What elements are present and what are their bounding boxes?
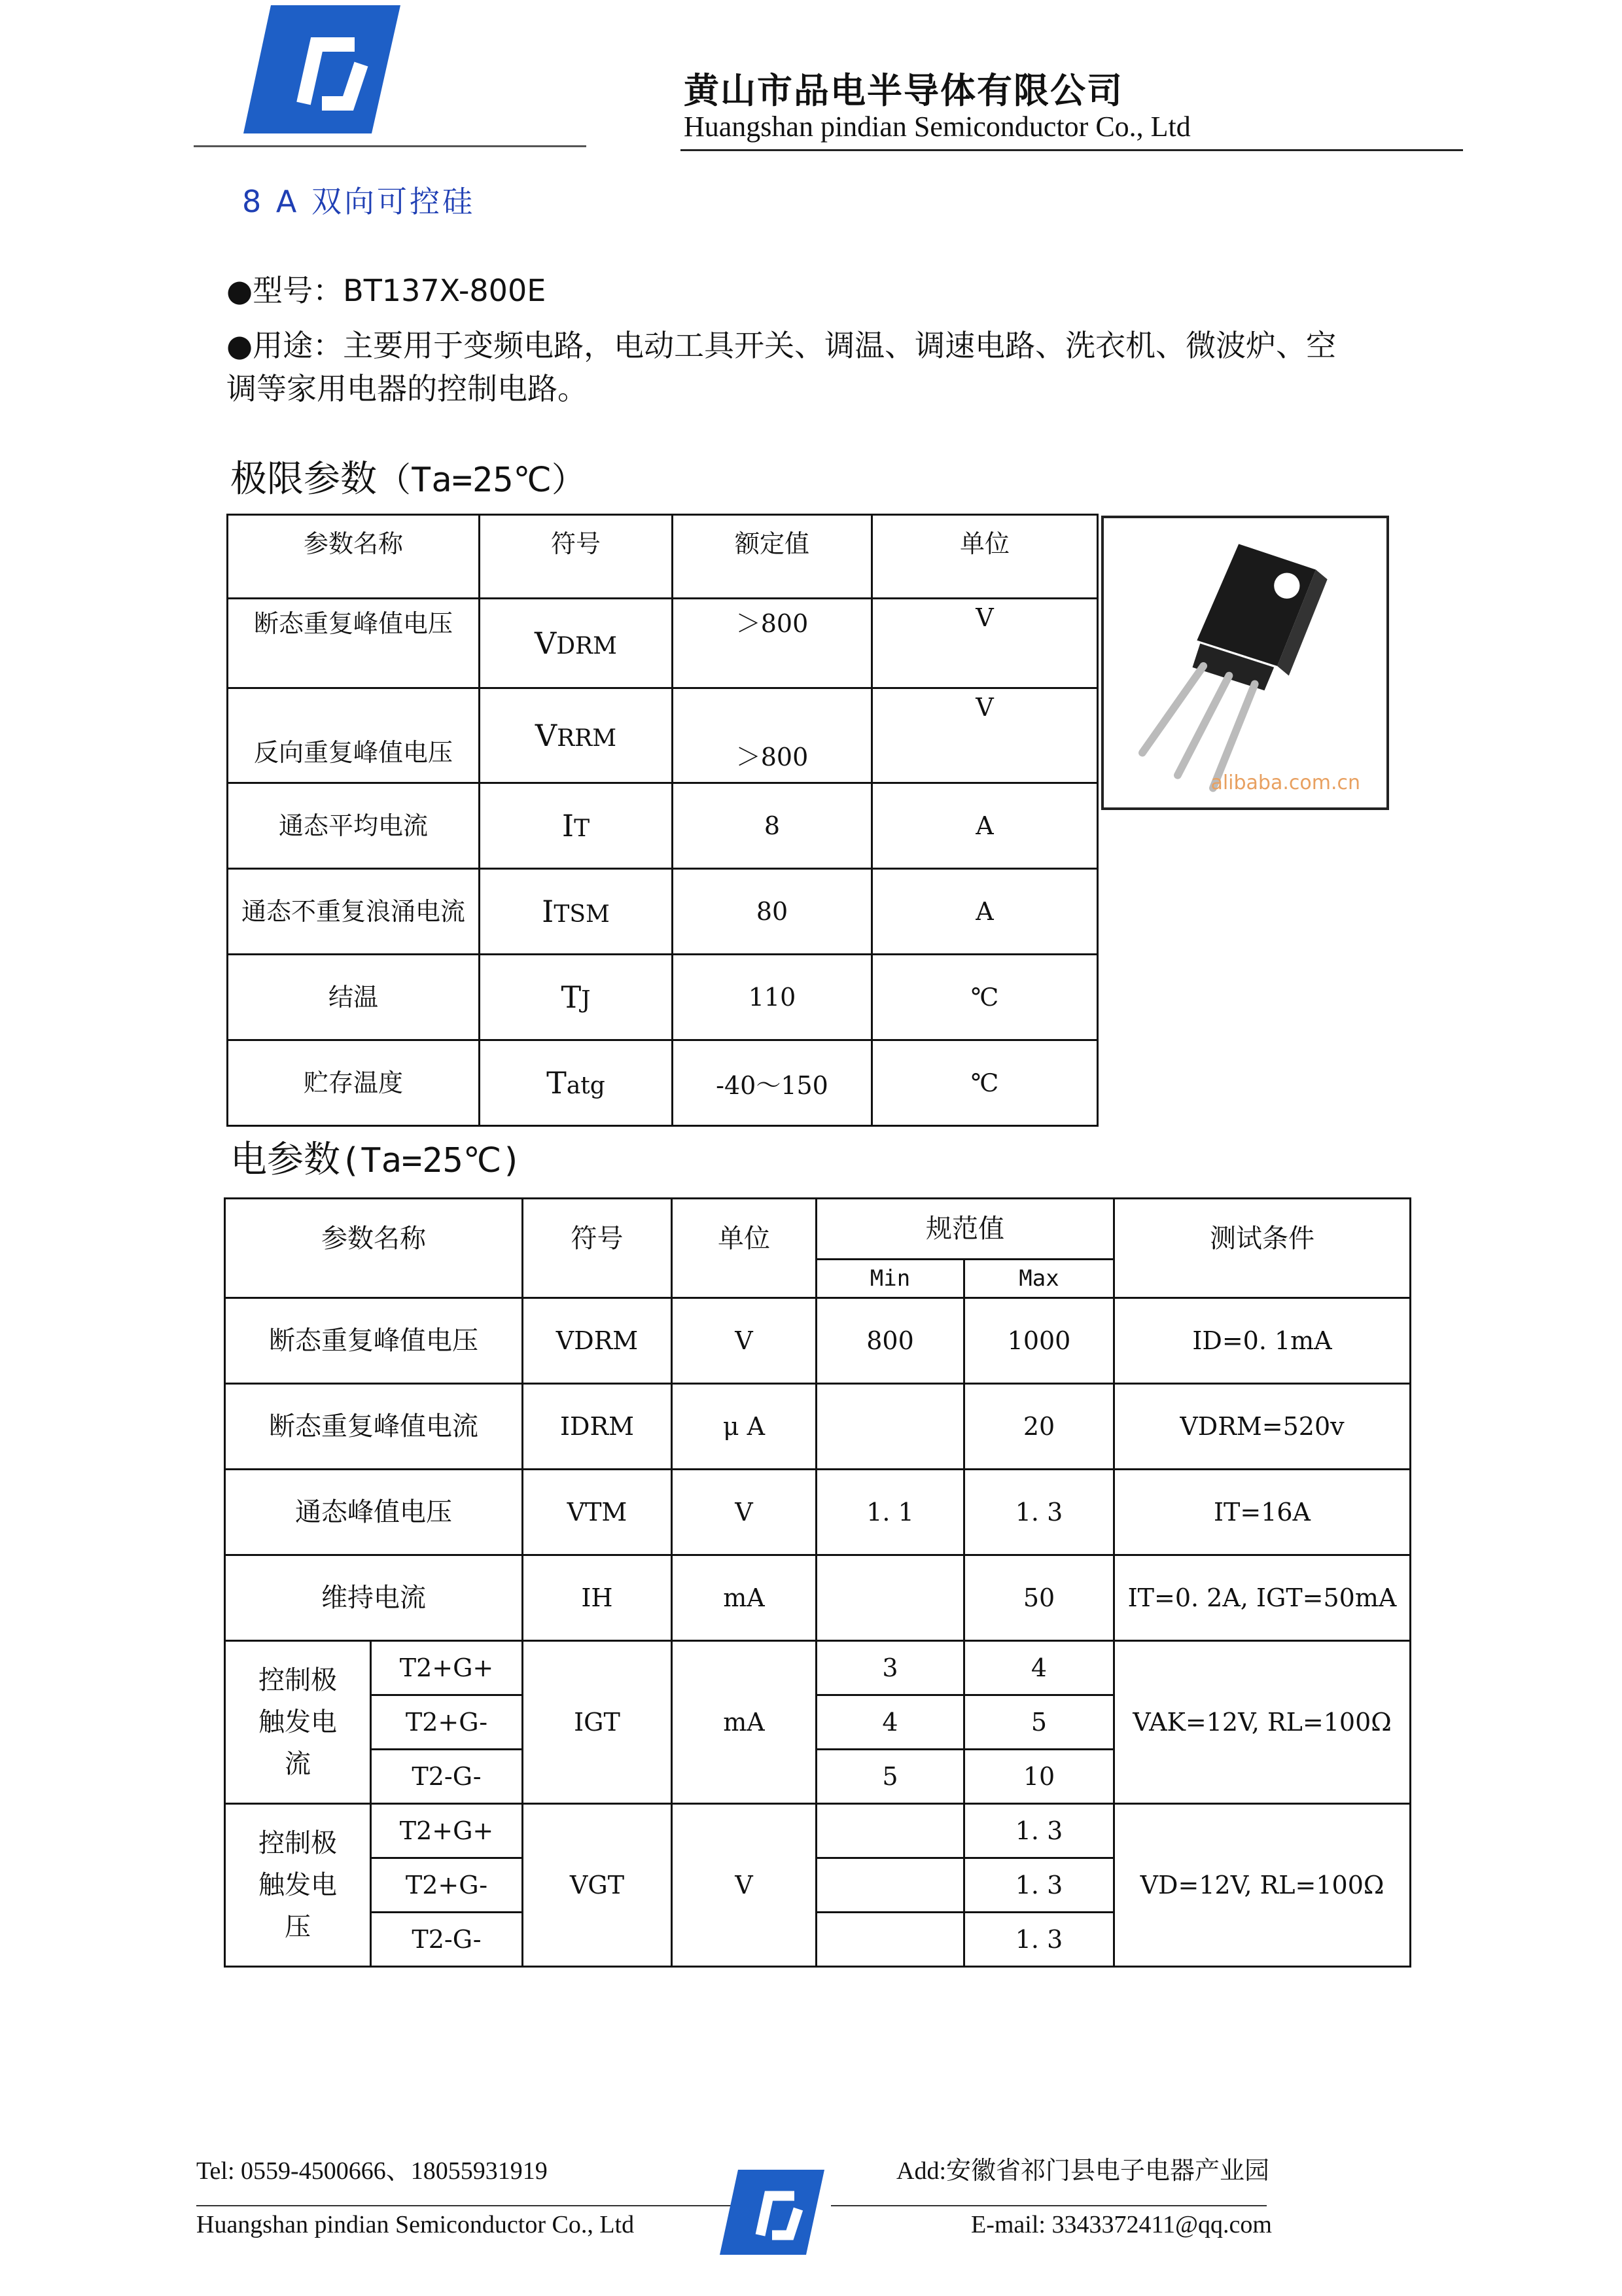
limits-header-row (228, 515, 1098, 599)
limits-table (226, 514, 1099, 1127)
footer-rule-left (196, 2205, 733, 2206)
table-row (225, 1470, 1411, 1555)
limit-value: ＞800 (673, 688, 872, 783)
quadrant-label: T2+G+ (371, 1641, 523, 1695)
limit-name: 断态重复峰值电压 (228, 599, 480, 688)
limit-unit: A (872, 783, 1098, 869)
triac-package-icon (1104, 518, 1386, 807)
limits-header-name: 参数名称 (228, 515, 480, 599)
limit-name: 通态不重复浪涌电流 (228, 869, 480, 955)
limit-value: 110 (673, 955, 872, 1040)
table-row (228, 869, 1098, 955)
table-row (228, 1040, 1098, 1126)
limit-symbol: TJ (480, 955, 673, 1040)
limits-header-value: 额定值 (673, 515, 872, 599)
electrical-subheader-row (225, 1260, 1411, 1298)
electrical-header-row (225, 1199, 1411, 1260)
limits-header-symbol: 符号 (480, 515, 673, 599)
limit-unit: V (872, 599, 1098, 688)
electrical-section-title (230, 1131, 522, 1183)
param-min (817, 1804, 964, 1858)
model-line (226, 267, 546, 310)
product-photo (1101, 516, 1389, 810)
photo-caption: alibaba.com.cn (1210, 771, 1360, 794)
limit-symbol: VDRM (480, 599, 673, 688)
param-max: 4 (964, 1641, 1114, 1695)
param-min (817, 1384, 964, 1470)
param-test: IT=16A (1114, 1470, 1411, 1555)
param-name: 通态峰值电压 (225, 1470, 523, 1555)
limit-value: 8 (673, 783, 872, 869)
table-row (225, 1555, 1411, 1641)
param-max: 5 (964, 1695, 1114, 1750)
param-name: 断态重复峰值电压 (225, 1298, 523, 1384)
param-unit: mA (672, 1641, 817, 1804)
table-row (228, 599, 1098, 688)
param-symbol: VDRM (523, 1298, 672, 1384)
model-label: ●型号： (226, 273, 344, 308)
limit-unit: V (872, 688, 1098, 783)
table-row (228, 955, 1098, 1040)
header-min: Min (817, 1260, 964, 1298)
electrical-header-unit: 单位 (672, 1199, 817, 1260)
limit-symbol: ITSM (480, 869, 673, 955)
footer-tel: Tel: 0559-4500666、18055931919 (196, 2157, 548, 2185)
electrical-condition: (Ta=25℃) (340, 1141, 522, 1180)
param-symbol: IGT (523, 1641, 672, 1804)
limit-value: ＞800 (673, 599, 872, 688)
limit-unit: ℃ (872, 955, 1098, 1040)
table-row (228, 688, 1098, 783)
limits-header-unit: 单位 (872, 515, 1098, 599)
param-max: 1. 3 (964, 1470, 1114, 1555)
param-test: IT=0. 2A, IGT=50mA (1114, 1555, 1411, 1641)
table-row (225, 1804, 1411, 1858)
param-name: 维持电流 (225, 1555, 523, 1641)
table-row (225, 1641, 1411, 1695)
usage-text: 主要用于变频电路，电动工具开关、调温、调速电路、洗衣机、微波炉、空调等家用电器的控制电路。 (226, 328, 1337, 406)
limit-symbol: IT (480, 783, 673, 869)
header-left-rule (194, 145, 586, 147)
limits-condition: （Ta=25℃） (377, 461, 586, 500)
param-max: 10 (964, 1750, 1114, 1804)
electrical-title: 电参数 (230, 1139, 340, 1181)
header-rule (680, 149, 1463, 151)
param-min (817, 1913, 964, 1967)
electrical-table (224, 1197, 1411, 1968)
model-value: BT137X-800E (343, 273, 546, 308)
electrical-header-test: 测试条件 (1114, 1199, 1411, 1260)
quadrant-label: T2+G+ (371, 1804, 523, 1858)
param-unit: V (672, 1804, 817, 1967)
param-unit: mA (672, 1555, 817, 1641)
electrical-header-name: 参数名称 (225, 1199, 523, 1260)
footer-address: Add:安徽省祁门县电子电器产业园 (896, 2157, 1270, 2185)
quadrant-label: T2+G- (371, 1695, 523, 1750)
param-name: 断态重复峰值电流 (225, 1384, 523, 1470)
product-title: 8 A 双向可控硅 (242, 184, 475, 219)
electrical-header-symbol: 符号 (523, 1199, 672, 1260)
param-max: 1000 (964, 1298, 1114, 1384)
limits-title: 极限参数 (230, 458, 377, 501)
quadrant-label: T2-G- (371, 1750, 523, 1804)
limits-section-title (230, 450, 586, 503)
param-min: 4 (817, 1695, 964, 1750)
footer-logo-icon (720, 2170, 824, 2255)
footer-company: Huangshan pindian Semiconductor Co., Ltd (196, 2211, 635, 2238)
param-min: 3 (817, 1641, 964, 1695)
param-max: 20 (964, 1384, 1114, 1470)
param-test: VDRM=520v (1114, 1384, 1411, 1470)
param-unit: μ A (672, 1384, 817, 1470)
param-test: VAK=12V, RL=100Ω (1114, 1641, 1411, 1804)
param-max: 50 (964, 1555, 1114, 1641)
limit-name: 贮存温度 (228, 1040, 480, 1126)
param-test: VD=12V, RL=100Ω (1114, 1804, 1411, 1967)
limit-value: 80 (673, 869, 872, 955)
footer-email: E-mail: 3343372411@qq.com (971, 2211, 1272, 2238)
param-min (817, 1858, 964, 1913)
param-min: 1. 1 (817, 1470, 964, 1555)
usage-paragraph (226, 324, 1339, 410)
limit-name: 反向重复峰值电压 (228, 688, 480, 783)
param-symbol: IDRM (523, 1384, 672, 1470)
param-max: 1. 3 (964, 1858, 1114, 1913)
table-row (228, 783, 1098, 869)
company-name-en: Huangshan pindian Semiconductor Co., Ltd (684, 111, 1191, 143)
param-symbol: IH (523, 1555, 672, 1641)
footer-rule-right (831, 2205, 1267, 2206)
param-min (817, 1555, 964, 1641)
limit-name: 结温 (228, 955, 480, 1040)
quadrant-label: T2+G- (371, 1858, 523, 1913)
table-row (225, 1384, 1411, 1470)
param-max: 1. 3 (964, 1804, 1114, 1858)
param-name: 控制极触发电压 (225, 1804, 371, 1967)
param-symbol: VGT (523, 1804, 672, 1967)
limit-symbol: VRRM (480, 688, 673, 783)
usage-label: ●用途： (226, 328, 344, 363)
param-max: 1. 3 (964, 1913, 1114, 1967)
param-min: 800 (817, 1298, 964, 1384)
limit-unit: ℃ (872, 1040, 1098, 1126)
param-unit: V (672, 1298, 817, 1384)
param-symbol: VTM (523, 1470, 672, 1555)
header-max: Max (964, 1260, 1114, 1298)
limit-name: 通态平均电流 (228, 783, 480, 869)
param-unit: V (672, 1470, 817, 1555)
electrical-header-spec: 规范值 (817, 1199, 1114, 1260)
company-logo-icon (243, 5, 400, 133)
limit-value: -40～150 (673, 1040, 872, 1126)
param-test: ID=0. 1mA (1114, 1298, 1411, 1384)
table-row (225, 1298, 1411, 1384)
param-name: 控制极触发电流 (225, 1641, 371, 1804)
limit-unit: A (872, 869, 1098, 955)
param-min: 5 (817, 1750, 964, 1804)
quadrant-label: T2-G- (371, 1913, 523, 1967)
company-name-cn: 黄山市品电半导体有限公司 (684, 70, 1123, 111)
limit-symbol: Tatg (480, 1040, 673, 1126)
